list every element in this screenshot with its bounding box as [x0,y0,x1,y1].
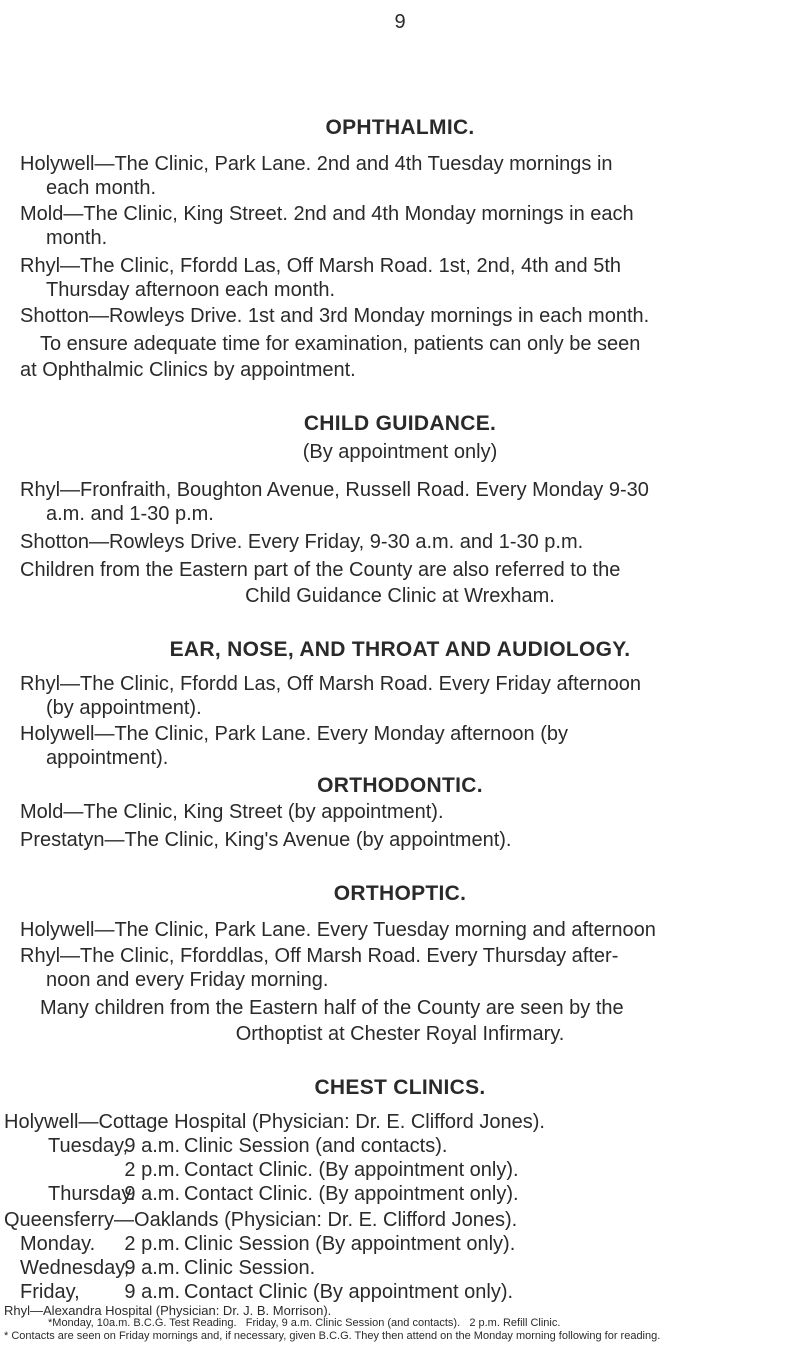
orthoptic-note-line1: Many children from the Eastern half of the County are seen by the [40,997,624,1019]
schedule-time: 9 a.m. [124,1135,180,1157]
entry-line: Mold—The Clinic, King Street. 2nd and 4th Monday mornings in each [20,203,634,225]
child-guidance-rhyl [20,478,780,526]
entry-continuation: noon and every Friday morning. [46,969,329,991]
child-guidance-heading: CHILD GUIDANCE. [303,412,497,435]
ophthalmic-shotton [20,304,780,328]
schedule-time: 10a.m. [96,1317,131,1329]
child-guidance-shotton [20,530,780,554]
schedule-day: Wednesday, [20,1257,130,1279]
entry-continuation: each month. [46,177,157,199]
chest-holywell-header: Holywell—Cottage Hospital (Physician: Dr. E. Clifford Jones). [4,1111,545,1133]
entry-line: Rhyl—Fronfraith, Boughton Avenue, Russell Road. Every Monday 9-30 [20,479,649,501]
entry-line: Mold—The Clinic, King Street (by appointment). [20,801,444,823]
entry-continuation: (by appointment). [46,697,202,719]
chest-rhyl-block [0,1304,800,1344]
ent-holywell [20,722,780,770]
schedule-time: 9 a.m. [124,1183,180,1205]
schedule-desc: Contact Clinic. (By appointment only). [184,1159,519,1181]
schedule-time: 9 a.m. [281,1317,313,1329]
page-number: 9 [394,11,406,33]
child-guidance-subheading: (By appointment only) [302,441,498,463]
schedule-time: 2 p.m. [124,1159,180,1181]
entry-continuation: a.m. and 1-30 p.m. [46,503,214,525]
orthodontic-heading: ORTHODONTIC. [317,774,483,797]
child-guidance-note-line1: Children from the Eastern part of the County are also referred to the [20,559,621,581]
schedule-desc: Clinic Session (By appointment only). [184,1233,516,1255]
ophthalmic-holywell [20,152,780,200]
entry-line: Holywell—The Clinic, Park Lane. Every Tuesday morning and afternoon [20,919,656,941]
schedule-day: *Monday, [48,1317,94,1329]
chest-heading: CHEST CLINICS. [314,1076,486,1099]
footnote-line: * Contacts are seen on Friday mornings and, if necessary, given B.C.G. [4,1330,352,1342]
schedule-day: Friday, [245,1317,279,1329]
child-guidance-note-line2: Child Guidance Clinic at Wrexham. [245,585,555,607]
entry-continuation: Thursday afternoon each month. [46,279,336,301]
ophthalmic-note-line2: at Ophthalmic Clinics by appointment. [20,359,356,381]
chest-queensferry-header: Queensferry—Oaklands (Physician: Dr. E. Clifford Jones). [4,1209,518,1231]
schedule-row [0,1256,800,1280]
entry-line: Rhyl—The Clinic, Ffordd Las, Off Marsh Road. 1st, 2nd, 4th and 5th [20,255,622,277]
schedule-day: Friday, [20,1281,80,1303]
schedule-desc: Contact Clinic. (By appointment only). [184,1183,519,1205]
ophthalmic-mold [20,202,780,250]
ophthalmic-note-line1: To ensure adequate time for examination, patients can only be seen [40,333,641,355]
entry-line: Shotton—Rowleys Drive. 1st and 3rd Monday mornings in each month. [20,305,650,327]
orthoptic-note-line2: Orthoptist at Chester Royal Infirmary. [235,1023,565,1045]
schedule-desc: Clinic Session (and contacts). [184,1135,448,1157]
schedule-desc: Refill Clinic. [502,1317,561,1329]
schedule-time: 9 a.m. [124,1257,180,1279]
ophthalmic-heading: OPHTHALMIC. [325,116,475,139]
orthodontic-prestatyn [20,828,780,852]
schedule-day: Monday. [20,1233,96,1255]
entry-line: Rhyl—The Clinic, Fforddlas, Off Marsh Road. Every Thursday after- [20,945,619,967]
entry-line: Holywell—The Clinic, Park Lane. 2nd and 4th Tuesday mornings in [20,153,613,175]
schedule-desc: Contact Clinic (By appointment only). [184,1281,514,1303]
orthodontic-mold [20,800,780,824]
ent-rhyl [20,672,780,720]
schedule-row [0,1232,800,1256]
schedule-row [48,1317,560,1330]
schedule-row [0,1182,800,1206]
footnote-line: They then attend on the Monday morning following for reading. [354,1330,661,1342]
schedule-day: Tuesday, [48,1135,129,1157]
chest-footnote [4,1330,660,1343]
entry-continuation: appointment). [46,747,169,769]
schedule-desc: B.C.G. Test Reading. [133,1317,237,1329]
entry-line: Prestatyn—The Clinic, King's Avenue (by appointment). [20,829,512,851]
schedule-time: 2 p.m. [469,1317,500,1329]
schedule-row [0,1280,800,1304]
entry-line: Shotton—Rowleys Drive. Every Friday, 9-30 a.m. and 1-30 p.m. [20,531,584,553]
schedule-desc: Clinic Session. [184,1257,316,1279]
orthoptic-rhyl [20,944,780,992]
orthoptic-holywell [20,918,780,942]
schedule-time: 9 a.m. [124,1281,180,1303]
chest-rhyl-header: Rhyl—Alexandra Hospital (Physician: Dr. J. B. Morrison). [4,1304,332,1318]
orthoptic-heading: ORTHOPTIC. [333,882,467,905]
schedule-time: 2 p.m. [124,1233,180,1255]
ent-heading: EAR, NOSE, AND THROAT AND AUDIOLOGY. [169,638,631,661]
schedule-row [0,1158,800,1182]
schedule-row [0,1134,800,1158]
entry-continuation: month. [46,227,108,249]
ophthalmic-rhyl [20,254,780,302]
schedule-day: Thursday. [48,1183,136,1205]
entry-line: Rhyl—The Clinic, Ffordd Las, Off Marsh Road. Every Friday afternoon [20,673,641,695]
schedule-desc: Clinic Session (and contacts). [315,1317,461,1329]
entry-line: Holywell—The Clinic, Park Lane. Every Monday afternoon (by [20,723,569,745]
